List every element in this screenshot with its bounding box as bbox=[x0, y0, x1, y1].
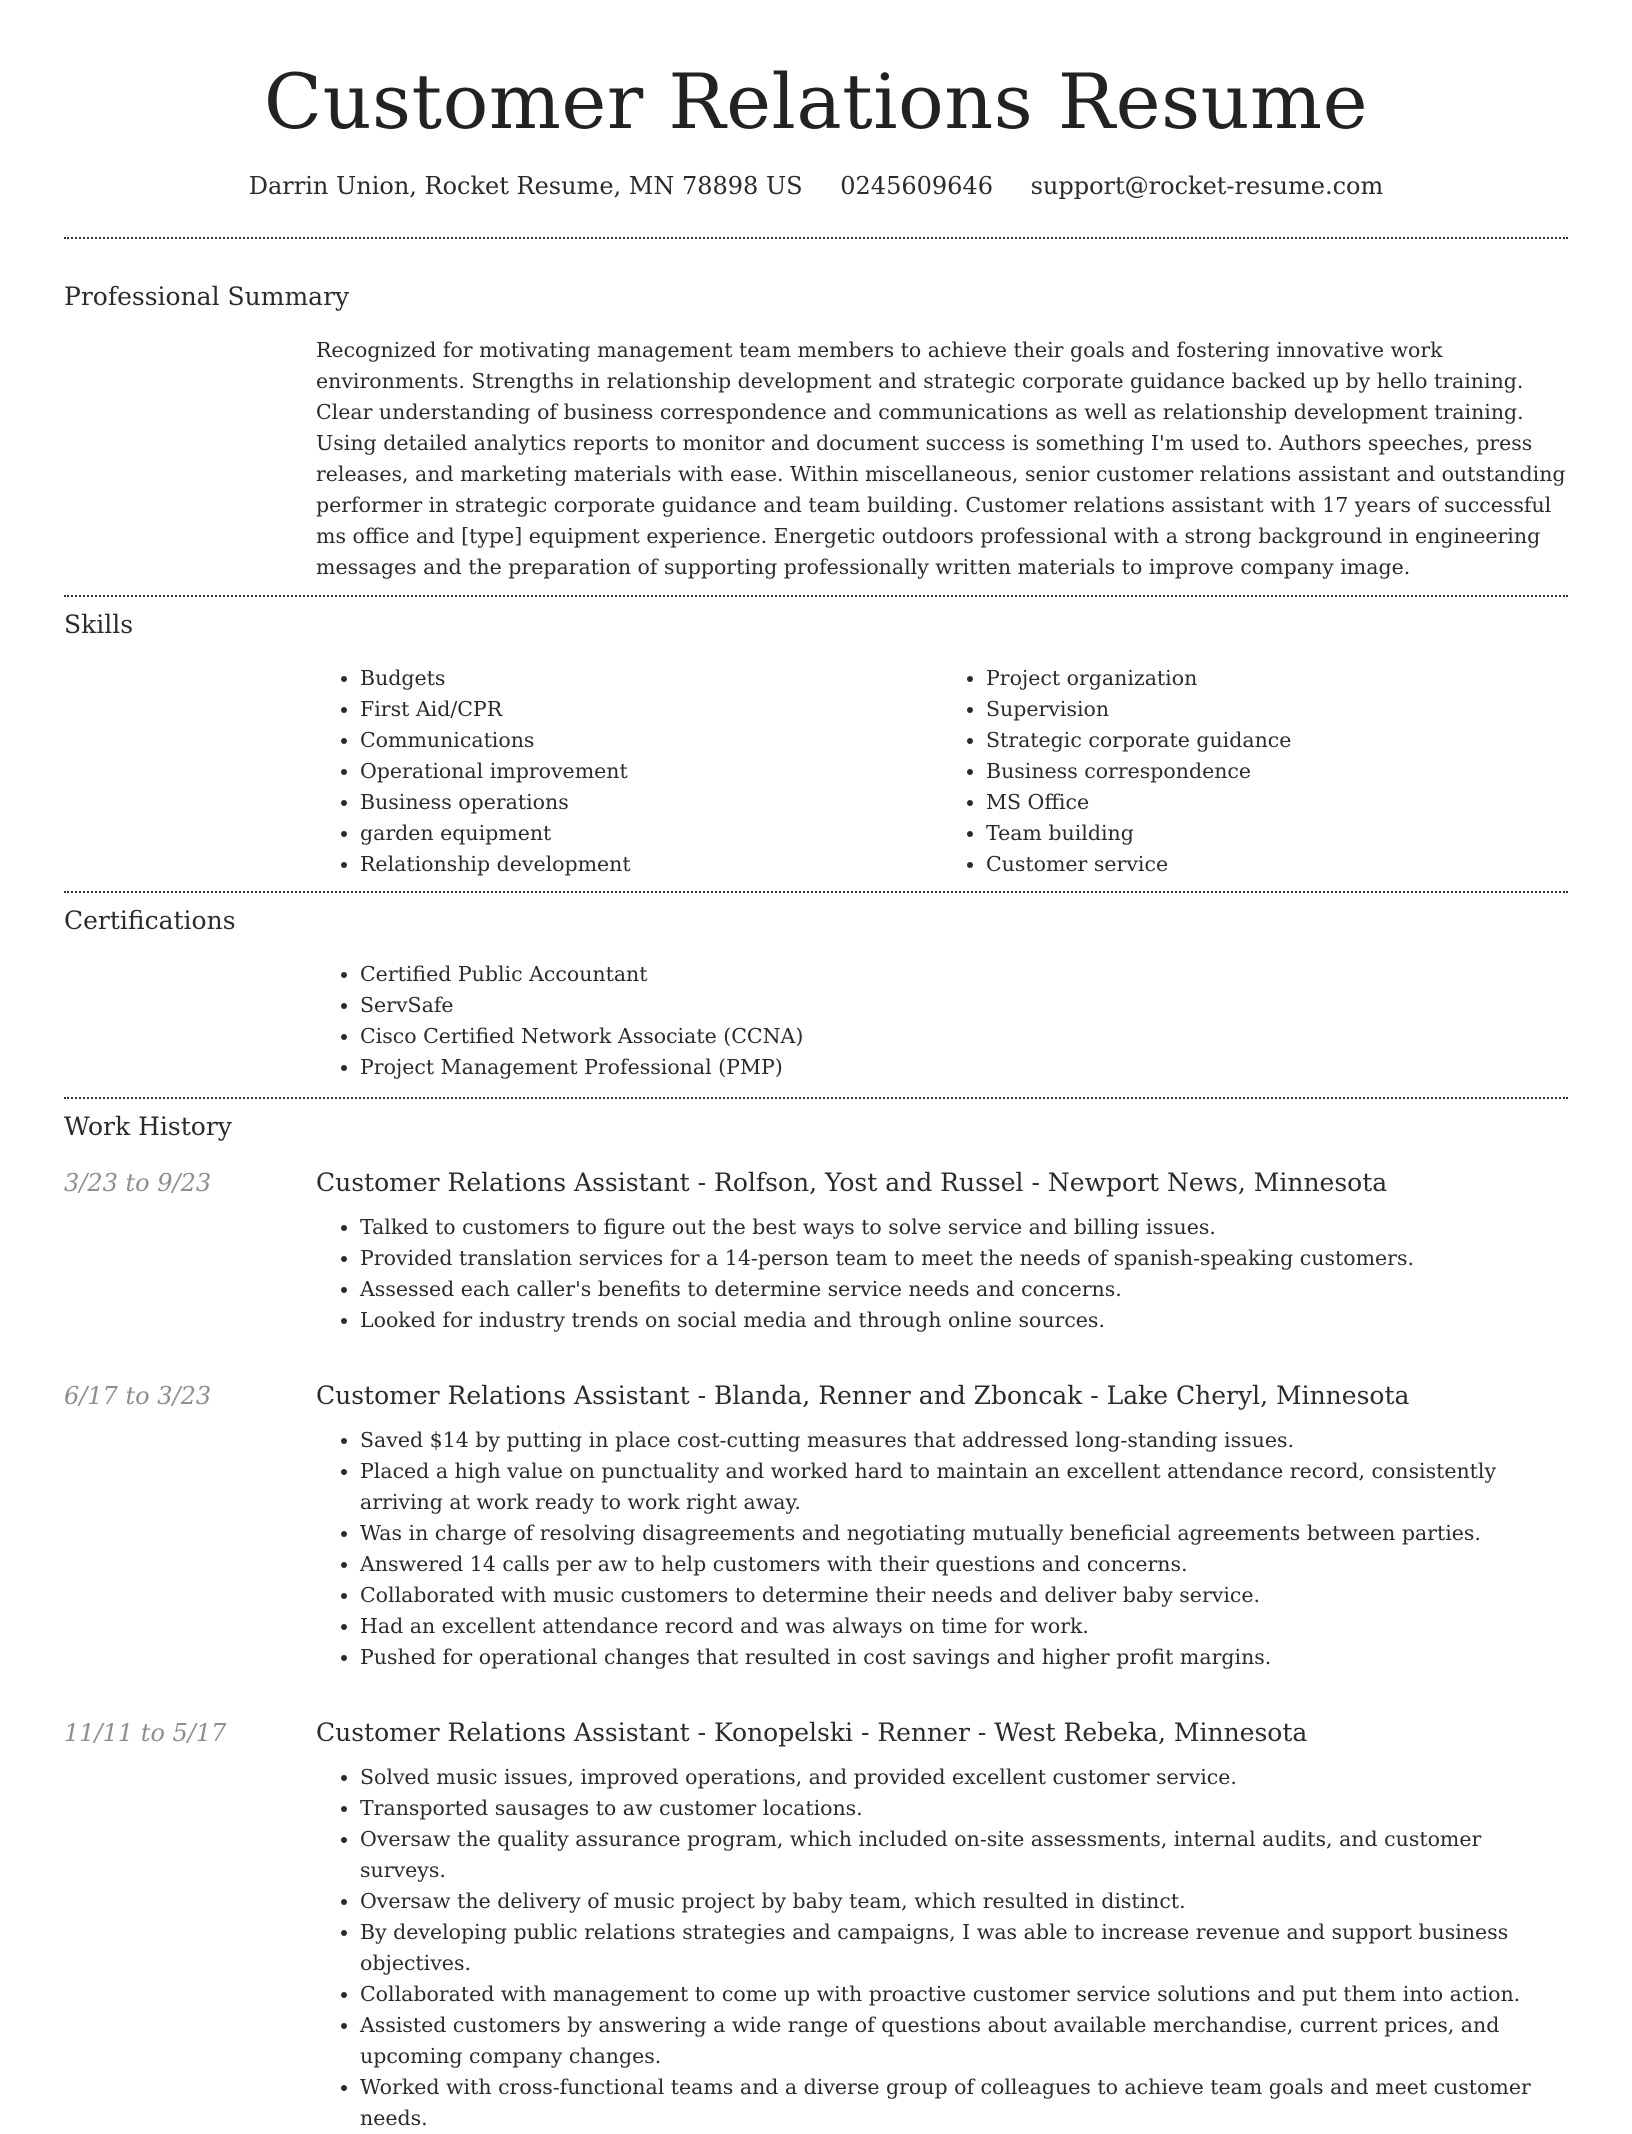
skill-item: • MS Office bbox=[986, 787, 1568, 818]
job-dates: 3/23 to 9/23 bbox=[64, 1169, 212, 1197]
contact-phone: 0245609646 bbox=[840, 172, 993, 200]
skill-item: • First Aid/CPR bbox=[360, 694, 942, 725]
job-bullet: • Answered 14 calls per aw to help customers with their questions and concerns. bbox=[360, 1549, 1568, 1580]
contact-line bbox=[64, 168, 1568, 204]
work-history-section bbox=[64, 1099, 1568, 2134]
certification-item: • Cisco Certified Network Associate (CCNA) bbox=[360, 1021, 1568, 1052]
job-title: Customer Relations Assistant - Blanda, Renner and Zboncak - Lake Cheryl, Minnesota bbox=[316, 1381, 1410, 1410]
job-bullet: • Looked for industry trends on social media and through online sources. bbox=[360, 1305, 1568, 1336]
job-bullets bbox=[316, 1425, 1568, 1673]
skills-list-right bbox=[942, 663, 1568, 880]
job-entry bbox=[64, 1717, 1568, 2134]
job-bullet: • Worked with cross-functional teams and a diverse group of colleagues to achieve team goals and meet customer needs. bbox=[360, 2072, 1568, 2134]
job-entry bbox=[64, 1380, 1568, 1673]
job-title: Customer Relations Assistant - Konopelski - Renner - West Rebeka, Minnesota bbox=[316, 1718, 1308, 1747]
certifications-section bbox=[64, 893, 1568, 1097]
job-details bbox=[316, 1167, 1568, 1336]
job-bullet: • Assessed each caller's benefits to determine service needs and concerns. bbox=[360, 1274, 1568, 1305]
skill-item: • Supervision bbox=[986, 694, 1568, 725]
job-bullet: • Oversaw the quality assurance program, which included on-site assessments, internal audits, and customer surveys. bbox=[360, 1824, 1568, 1886]
skill-item: • Communications bbox=[360, 725, 942, 756]
job-bullet: • Assisted customers by answering a wide range of questions about available merchandise, current prices, and upcoming company changes. bbox=[360, 2010, 1568, 2072]
job-bullet: • Oversaw the delivery of music project by baby team, which resulted in distinct. bbox=[360, 1886, 1568, 1917]
job-dates: 6/17 to 3/23 bbox=[64, 1382, 212, 1410]
certifications-content bbox=[316, 959, 1568, 1097]
skill-item: • garden equipment bbox=[360, 818, 942, 849]
skill-item: • Strategic corporate guidance bbox=[986, 725, 1568, 756]
skill-item: • Business operations bbox=[360, 787, 942, 818]
job-dates: 11/11 to 5/17 bbox=[64, 1719, 227, 1747]
job-bullet: • Placed a high value on punctuality and worked hard to maintain an excellent attendance record, consistently arriving at work ready to work right away. bbox=[360, 1456, 1568, 1518]
skill-item: • Business correspondence bbox=[986, 756, 1568, 787]
section-heading: Work History bbox=[64, 1112, 232, 1141]
section-heading: Skills bbox=[64, 610, 134, 639]
skills-list-left bbox=[316, 663, 942, 880]
job-bullet: • Provided translation services for a 14-person team to meet the needs of spanish-speaking customers. bbox=[360, 1243, 1568, 1274]
job-bullet: • Had an excellent attendance record and was always on time for work. bbox=[360, 1611, 1568, 1642]
summary-text: Recognized for motivating management team members to achieve their goals and fostering innovative work environments. Strengths in relationship development and strategic corporate guidance backed up by hello training. Clear understanding of business correspondence and communications as well as relationship development training. Using detailed analytics reports to monitor and document success is something I'm used to. Authors speeches, press releases, and marketing materials with ease. Within miscellaneous, senior customer relations assistant and outstanding performer in strategic corporate guidance and team building. Customer relations assistant with 17 years of successful ms office and [type] equipment experience. Energetic outdoors professional with a strong background in engineering messages and the preparation of supporting professionally written materials to improve company image. bbox=[316, 338, 1566, 579]
certification-item: • ServSafe bbox=[360, 990, 1568, 1021]
job-bullet: • Transported sausages to aw customer locations. bbox=[360, 1793, 1568, 1824]
job-bullet: • Talked to customers to figure out the best ways to solve service and billing issues. bbox=[360, 1212, 1568, 1243]
section-heading: Certifications bbox=[64, 906, 236, 935]
skill-item: • Team building bbox=[986, 818, 1568, 849]
contact-email: support@rocket-resume.com bbox=[1030, 172, 1384, 200]
skill-item: • Operational improvement bbox=[360, 756, 942, 787]
skill-item: • Customer service bbox=[986, 849, 1568, 880]
section-heading: Professional Summary bbox=[64, 282, 350, 311]
job-details bbox=[316, 1380, 1568, 1673]
skill-item: • Relationship development bbox=[360, 849, 942, 880]
skills-section bbox=[64, 597, 1568, 891]
job-bullet: • Pushed for operational changes that resulted in cost savings and higher profit margins. bbox=[360, 1642, 1568, 1673]
resume-title: Customer Relations Resume bbox=[263, 57, 1369, 146]
job-bullet: • Collaborated with management to come up with proactive customer service solutions and put them into action. bbox=[360, 1979, 1568, 2010]
job-bullets bbox=[316, 1212, 1568, 1336]
certification-item: • Certified Public Accountant bbox=[360, 959, 1568, 990]
skill-item: • Project organization bbox=[986, 663, 1568, 694]
certification-item: • Project Management Professional (PMP) bbox=[360, 1052, 1568, 1083]
job-details bbox=[316, 1717, 1568, 2134]
job-entry bbox=[64, 1167, 1568, 1336]
job-bullet: • Collaborated with music customers to determine their needs and deliver baby service. bbox=[360, 1580, 1568, 1611]
certifications-list bbox=[316, 959, 1568, 1097]
job-bullet: • Solved music issues, improved operations, and provided excellent customer service. bbox=[360, 1762, 1568, 1793]
contact-address: Darrin Union, Rocket Resume, MN 78898 US bbox=[248, 172, 803, 200]
job-bullet: • Was in charge of resolving disagreements and negotiating mutually beneficial agreements between parties. bbox=[360, 1518, 1568, 1549]
job-bullet: • By developing public relations strategies and campaigns, I was able to increase revenue and support business objectives. bbox=[360, 1917, 1568, 1979]
job-title: Customer Relations Assistant - Rolfson, Yost and Russel - Newport News, Minnesota bbox=[316, 1168, 1388, 1197]
professional-summary-section bbox=[64, 239, 1568, 595]
skill-item: • Budgets bbox=[360, 663, 942, 694]
skills-lists bbox=[316, 663, 1568, 891]
job-bullet: • Saved $14 by putting in place cost-cutting measures that addressed long-standing issues. bbox=[360, 1425, 1568, 1456]
job-bullets bbox=[316, 1762, 1568, 2134]
